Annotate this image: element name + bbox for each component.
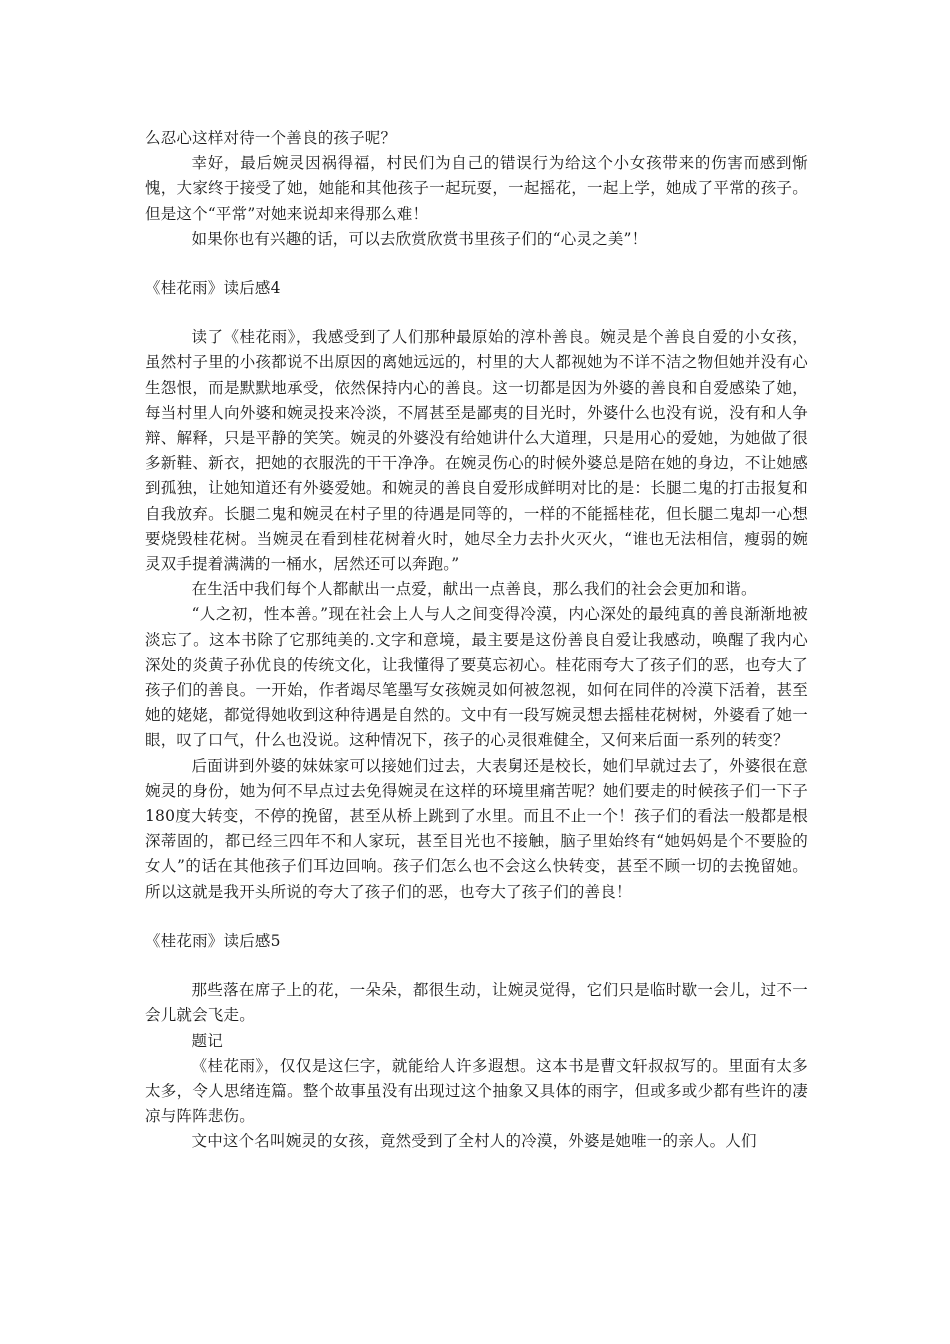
intro-paragraph: 如果你也有兴趣的话，可以去欣赏欣赏书里孩子们的“心灵之美”！	[191, 229, 648, 248]
section-title: 《桂花雨》读后感5	[145, 931, 281, 950]
spacer	[145, 954, 808, 978]
section-title: 《桂花雨》读后感4	[145, 279, 281, 298]
intro-paragraph: 么忍心这样对待一个善良的孩子呢？	[145, 129, 397, 147]
spacer	[145, 905, 808, 929]
spacer	[145, 301, 808, 325]
body-paragraph: 后面讲到外婆的妹妹家可以接她们过去，大表舅还是校长，她们早就过去了，外婆很在意婉灵的身份，她为何不早点过去免得婉灵在这样的环境里痛苦呢？她们要走的时候孩子们一下子180度大转变，不停的挽留，甚至从桥上跳到了水里。而且不止一个！孩子们的看法一般都是根深蒂固的，都已经三四年不和人家玩，甚至目光也不接触，脑子里始终有“她妈妈是个不要脸的女人”的话在其他孩子们耳边回响。孩子们怎么也不会这么快转变，甚至不顾一切的去挽留她。所以这就是我开头所说的夸大了孩子们的恶，也夸大了孩子们的善良！	[145, 756, 808, 901]
body-paragraph: 《桂花雨》，仅仅是这仨字，就能给人许多遐想。这本书是曹文轩叔叔写的。里面有太多太多，令人思绪连篇。整个故事虽没有出现过这个抽象又具体的雨字，但或多或少都有些许的凄凉与阵阵悲伤。	[145, 1056, 808, 1126]
epigraph-label: 题记	[191, 1031, 223, 1050]
body-paragraph: 读了《桂花雨》，我感受到了人们那种最原始的淳朴善良。婉灵是个善良自爱的小女孩，虽然村子里的小孩都说不出原因的离她远远的，村里的大人都视她为不详不洁之物但她并没有心生怨恨，而是默默地承受，依然保持内心的善良。这一切都是因为外婆的善良和自爱感染了她，每当村里人向外婆和婉灵投来冷淡，不屑甚至是鄙夷的目光时，外婆什么也没有说，没有和人争辩、解释，只是平静的笑笑。婉灵的外婆没有给她讲什么大道理，只是用心的爱她，为她做了很多新鞋、新衣，把她的衣服洗的干干净净。在婉灵伤心的时候外婆总是陪在她的身边，不让她感到孤独，让她知道还有外婆爱她。和婉灵的善良自爱形成鲜明对比的是：长腿二鬼的打击报复和自我放弃。长腿二鬼和婉灵在村子里的待遇是同等的，一样的不能摇桂花，但长腿二鬼却一心想要烧毁桂花树。当婉灵在看到桂花树着火时，她尽全力去扑火灭火，“谁也无法相信，瘦弱的婉灵双手提着满满的一桶水，居然还可以奔跑。”	[145, 328, 808, 574]
body-paragraph: “人之初，性本善。”现在社会上人与人之间变得冷漠，内心深处的最纯真的善良渐渐地被淡忘了。这本书除了它那纯美的.文字和意境，最主要是这份善良自爱让我感动，唤醒了我内心深处的炎黄子孙优良的传统文化，让我懂得了要莫忘初心。桂花雨夸大了孩子们的恶，也夸大了孩子们的善良。一开始，作者竭尽笔墨写女孩婉灵如何被忽视，如何在同伴的冷漠下活着，甚至她的姥姥，都觉得她收到这种待遇是自然的。文中有一段写婉灵想去摇桂花树树，外婆看了她一眼，叹了口气，什么也没说。这种情况下，孩子的心灵很难健全，又何来后面一系列的转变？	[145, 605, 808, 750]
body-paragraph: 文中这个名叫婉灵的女孩，竟然受到了全村人的冷漠，外婆是她唯一的亲人。人们	[191, 1132, 757, 1151]
body-paragraph: 那些落在席子上的花，一朵朵，都很生动，让婉灵觉得，它们只是临时歇一会儿，过不一会儿就会飞走。	[145, 981, 808, 1025]
body-paragraph: 在生活中我们每个人都献出一点爱，献出一点善良，那么我们的社会会更加和谐。	[191, 580, 757, 599]
spacer	[145, 252, 808, 276]
intro-paragraph: 幸好，最后婉灵因祸得福，村民们为自己的错误行为给这个小女孩带来的伤害而感到惭愧，大家终于接受了她，她能和其他孩子一起玩耍，一起摇花，一起上学，她成了平常的孩子。但是这个“平常”对她来说却来得那么难！	[145, 154, 808, 223]
document-page	[145, 126, 808, 1155]
